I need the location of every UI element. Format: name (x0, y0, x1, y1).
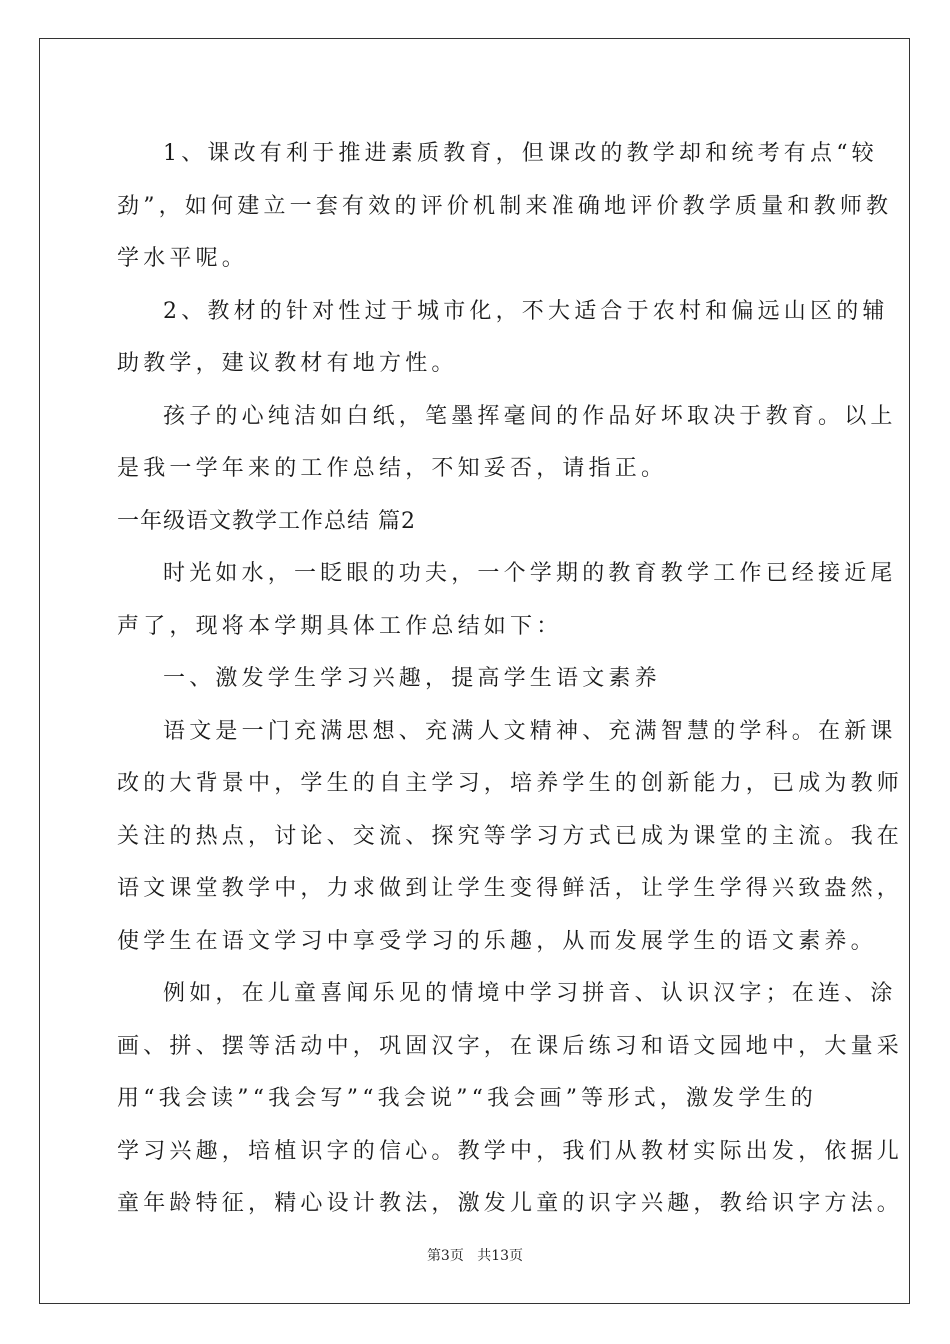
text-line: 画、拼、摆等活动中，巩固汉字，在课后练习和语文园地中，大量采 (117, 1033, 904, 1059)
text-line: 关注的热点，讨论、交流、探究等学习方式已成为课堂的主流。我在 (117, 823, 904, 849)
text-line: 语文是一门充满思想、充满人文精神、充满智慧的学科。在新课 (163, 718, 897, 744)
text-line: 1、课改有利于推进素质教育，但课改的教学却和统考有点“较 (163, 141, 878, 166)
paragraph-6 (117, 968, 904, 1231)
section-heading (117, 496, 837, 549)
paragraph-5 (117, 706, 904, 969)
heading-text: 一年级语文教学工作总结 篇2 (117, 508, 416, 534)
text-line: 是我一学年来的工作总结，不知妥否，请指正。 (117, 456, 668, 481)
document-body (117, 128, 904, 1231)
text-line: 时光如水，一眨眼的功夫，一个学期的教育教学工作已经接近尾 (163, 561, 897, 586)
text-line: 劲”，如何建立一套有效的评价机制来准确地评价教学质量和教师教 (117, 193, 893, 219)
text-line: 2、教材的针对性过于城市化，不大适合于农村和偏远山区的辅 (163, 298, 889, 324)
page-footer (0, 1245, 950, 1265)
subheading-text: 一、激发学生学习兴趣，提高学生语文素养 (163, 666, 661, 691)
paragraph-3 (117, 391, 897, 496)
text-line: 改的大背景中，学生的自主学习，培养学生的创新能力，已成为教师 (117, 771, 904, 796)
paragraph-1 (117, 128, 893, 286)
text-line: 孩子的心纯洁如白纸，笔墨挥毫间的作品好坏取决于教育。以上 (163, 403, 897, 429)
page-total: 共13页 (477, 1248, 524, 1264)
paragraph-2 (117, 286, 889, 391)
text-line: 用“我会读”“我会写”“我会说”“我会画”等形式，激发学生的 (117, 1086, 817, 1111)
text-line: 语文课堂教学中，力求做到让学生变得鲜活，让学生学得兴致盎然， (117, 876, 904, 901)
text-line: 助教学，建议教材有地方性。 (117, 351, 458, 376)
page-number: 第3页 (426, 1248, 464, 1264)
text-line: 学习兴趣，培植识字的信心。教学中，我们从教材实际出发，依据儿 (117, 1138, 904, 1164)
text-line: 例如，在儿童喜闻乐见的情境中学习拼音、认识汉字；在连、涂 (163, 981, 897, 1006)
paragraph-4 (117, 548, 897, 653)
text-line: 使学生在语文学习中享受学习的乐趣，从而发展学生的语文素养。 (117, 928, 877, 954)
subheading (117, 653, 837, 706)
text-line: 声了，现将本学期具体工作总结如下： (117, 613, 563, 639)
text-line: 童年龄特征，精心设计教法，激发儿童的识字兴趣，教给识字方法。 (117, 1191, 904, 1216)
text-line: 学水平呢。 (117, 246, 249, 271)
